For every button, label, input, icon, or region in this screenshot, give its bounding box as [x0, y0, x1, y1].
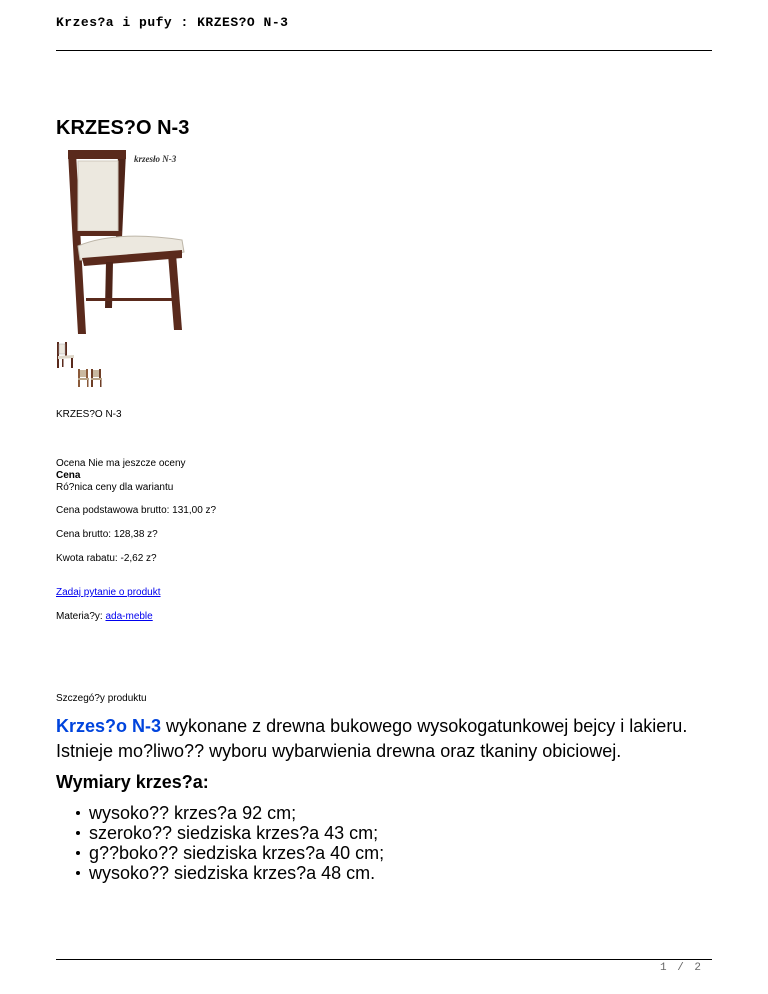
gross-price: Cena brutto: 128,38 z? — [56, 529, 158, 540]
rating-line — [56, 458, 186, 470]
ask-question-link[interactable]: Zadaj pytanie o produkt — [56, 587, 161, 598]
base-price: Cena podstawowa brutto: 131,00 z? — [56, 505, 217, 516]
description-text: wykonane z drewna bukowego wysokogatunkowej bejcy i lakieru. Istnieje mo?liwo?? wyboru wybarwienia drewna oraz tkaniny obiciowej. — [56, 716, 688, 761]
materials-link[interactable]: ada-meble — [105, 611, 153, 622]
list-item: szeroko?? siedziska krzes?a 43 cm; — [76, 823, 384, 843]
list-item: g??boko?? siedziska krzes?a 40 cm; — [76, 843, 384, 863]
footer-divider — [56, 959, 712, 960]
materials-line — [56, 611, 153, 623]
rating-label: Ocena — [56, 458, 86, 469]
list-item: wysoko?? siedziska krzes?a 48 cm. — [76, 863, 384, 883]
description-product-name: Krzes?o N-3 — [56, 716, 162, 736]
details-heading: Szczegó?y produktu — [56, 693, 147, 704]
header-divider — [56, 50, 712, 51]
image-caption: krzesło N-3 — [134, 154, 177, 164]
dimensions-list — [76, 803, 384, 883]
variant-price-note: Ró?nica ceny dla wariantu — [56, 482, 174, 493]
product-description — [56, 714, 706, 764]
product-title: KRZES?O N-3 — [56, 117, 190, 139]
product-main-image[interactable] — [56, 148, 196, 338]
rating-value: Nie ma jeszcze oceny — [88, 458, 186, 469]
dimensions-heading: Wymiary krzes?a: — [56, 772, 209, 792]
page-header-title: Krzes?a i pufy : KRZES?O N-3 — [56, 15, 289, 30]
discount-amount: Kwota rabatu: -2,62 z? — [56, 553, 157, 564]
price-heading: Cena — [56, 470, 81, 481]
thumbnail-chair-single[interactable] — [56, 341, 76, 369]
thumbnail-chair-pair[interactable] — [77, 368, 103, 388]
product-name-line: KRZES?O N-3 — [56, 409, 122, 420]
materials-label: Materia?y: — [56, 611, 103, 622]
list-item: wysoko?? krzes?a 92 cm; — [76, 803, 384, 823]
page-number: 1 / 2 — [660, 962, 704, 974]
